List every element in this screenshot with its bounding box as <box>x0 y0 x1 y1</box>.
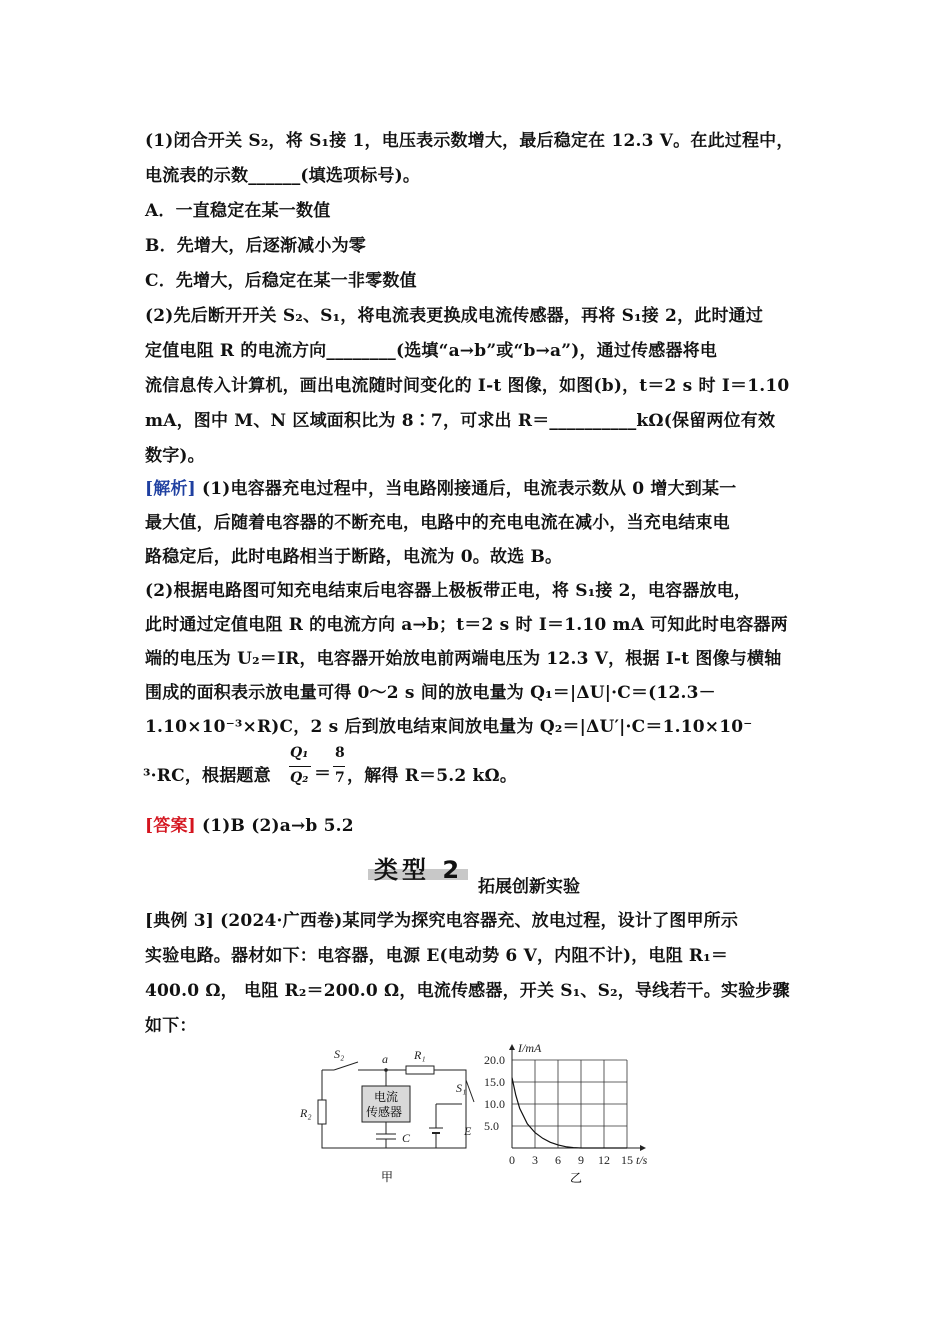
answer-tag: [答案] <box>145 816 196 836</box>
x-axis-arrow <box>640 1145 646 1151</box>
analysis-line-7: 围成的面积表示放电量可得 0～2 s 间的放电量为 Q₁＝|ΔU|·C＝(12.3－ <box>145 683 716 703</box>
y-tick-label: 5.0 <box>484 1119 499 1133</box>
fraction-bar-1 <box>289 766 311 767</box>
analysis-line-8: 1.10×10⁻³×R)C，2 s 后到放电结束间放电量为 Q₂＝|ΔU′|·C＝1.10×10⁻ <box>145 717 753 737</box>
switch-s1 <box>466 1080 474 1102</box>
sensor-label-1: 电流 <box>374 1090 399 1104</box>
y-axis-label: I/mA <box>518 1041 542 1055</box>
resistor-r1 <box>406 1066 434 1074</box>
answer-line <box>145 811 354 836</box>
y-axis-arrow <box>509 1044 515 1050</box>
example-line-1: [典例 3] (2024·广西卷)某同学为探究电容器充、放电过程，设计了图甲所示 <box>145 911 739 931</box>
analysis-line-9-end: ，解得 R＝5.2 kΩ。 <box>347 766 518 786</box>
equals-sign: ＝ <box>314 764 332 784</box>
analysis-line-9-start: ³·RC，根据题意 <box>143 766 271 786</box>
text-line-9: mA，图中 M、N 区域面积比为 8∶7，可求出 R＝__________kΩ(保留两位有效 <box>145 411 776 431</box>
switch-s2 <box>334 1062 358 1070</box>
analysis-line-4: (2)根据电路图可知充电结束后电容器上极板带正电，将 S₁接 2，电容器放电， <box>145 581 752 601</box>
text-line-7: 定值电阻 R 的电流方向________(选填“a→b”或“b→a”)，通过传感器将电 <box>145 341 718 361</box>
text-line-6: (2)先后断开开关 S₂、S₁，将电流表更换成电流传感器，再将 S₁接 2，此时通过 <box>145 306 764 326</box>
text-line-2: 电流表的示数______(填选项标号)。 <box>145 166 421 186</box>
x-tick-label: 9 <box>578 1153 584 1167</box>
fraction-bar-2 <box>333 766 345 767</box>
figure <box>296 1038 666 1188</box>
section-subtitle: 拓展创新实验 <box>478 877 580 897</box>
option-c: C．先增大，后稳定在某一非零数值 <box>145 271 417 291</box>
example-line-3: 400.0 Ω， 电阻 R₂＝200.0 Ω，电流传感器，开关 S₁、S₂，导线若干。实验步骤 <box>145 981 790 1001</box>
analysis-line-6: 端的电压为 U₂＝IR，电容器开始放电前两端电压为 12.3 V，根据 I-t 图像与横轴 <box>145 649 782 669</box>
y-tick-label: 10.0 <box>484 1097 505 1111</box>
fraction-q1: Q₁ <box>290 745 309 761</box>
option-b: B．先增大，后逐渐减小为零 <box>145 236 366 256</box>
analysis-line-3: 路稳定后，此时电路相当于断路，电流为 0。故选 B。 <box>145 547 563 567</box>
fraction-q2: Q₂ <box>290 770 309 786</box>
example-line-2: 实验电路。器材如下：电容器，电源 E(电动势 6 V，内阻不计)，电阻 R₁＝ <box>145 946 729 966</box>
answer-text: (1)B (2)a→b 5.2 <box>195 816 354 836</box>
x-tick-label: 6 <box>555 1153 561 1167</box>
analysis-line-1 <box>145 474 736 499</box>
label-s2: S₂ <box>334 1047 345 1061</box>
analysis-text-1: (1)电容器充电过程中，当电路刚接通后，电流表示数从 0 增大到某一 <box>195 479 737 499</box>
y-tick-label: 15.0 <box>484 1075 505 1089</box>
example-line-4: 如下： <box>145 1016 197 1036</box>
it-graph <box>484 1041 648 1167</box>
section-type-header <box>368 852 468 882</box>
x-tick-label: 12 <box>598 1153 610 1167</box>
analysis-line-5: 此时通过定值电阻 R 的电流方向 a→b；t＝2 s 时 I＝1.10 mA 可知此时电容器两 <box>145 615 788 635</box>
fraction-8: 8 <box>335 745 345 761</box>
label-s1: S₁ <box>456 1081 467 1095</box>
fraction-7: 7 <box>335 770 345 786</box>
caption-jia: 甲 <box>381 1170 394 1184</box>
label-e: E <box>464 1124 472 1138</box>
sensor-label-2: 传感器 <box>366 1105 403 1119</box>
x-tick-label: 15 <box>621 1153 633 1167</box>
analysis-tag: [解析] <box>145 479 196 499</box>
label-r1: R₁ <box>414 1048 426 1062</box>
text-line-10: 数字)。 <box>145 446 205 466</box>
x-tick-label: 0 <box>509 1153 515 1167</box>
analysis-line-2: 最大值，后随着电容器的不断充电，电路中的充电电流在减小，当充电结束电 <box>145 513 730 533</box>
x-tick-label: 3 <box>532 1153 538 1167</box>
text-line-8: 流信息传入计算机，画出电流随时间变化的 I-t 图像，如图(b)，t＝2 s 时 I＝1.10 <box>145 376 790 396</box>
figure-svg <box>296 1038 666 1188</box>
section-type-title: 类型 2 <box>374 856 464 884</box>
caption-yi: 乙 <box>570 1171 583 1185</box>
node-a <box>384 1068 388 1072</box>
x-axis-label: t/s <box>636 1153 648 1167</box>
discharge-curve <box>512 1078 627 1148</box>
text-line-1: (1)闭合开关 S₂，将 S₁接 1，电压表示数增大，最后稳定在 12.3 V。在此过程中， <box>145 131 794 151</box>
label-a: a <box>382 1052 388 1066</box>
y-tick-label: 20.0 <box>484 1053 505 1067</box>
label-r2: R₂ <box>300 1106 312 1120</box>
option-a: A．一直稳定在某一数值 <box>145 201 331 221</box>
label-c: C <box>402 1131 411 1145</box>
resistor-r2 <box>318 1100 326 1124</box>
